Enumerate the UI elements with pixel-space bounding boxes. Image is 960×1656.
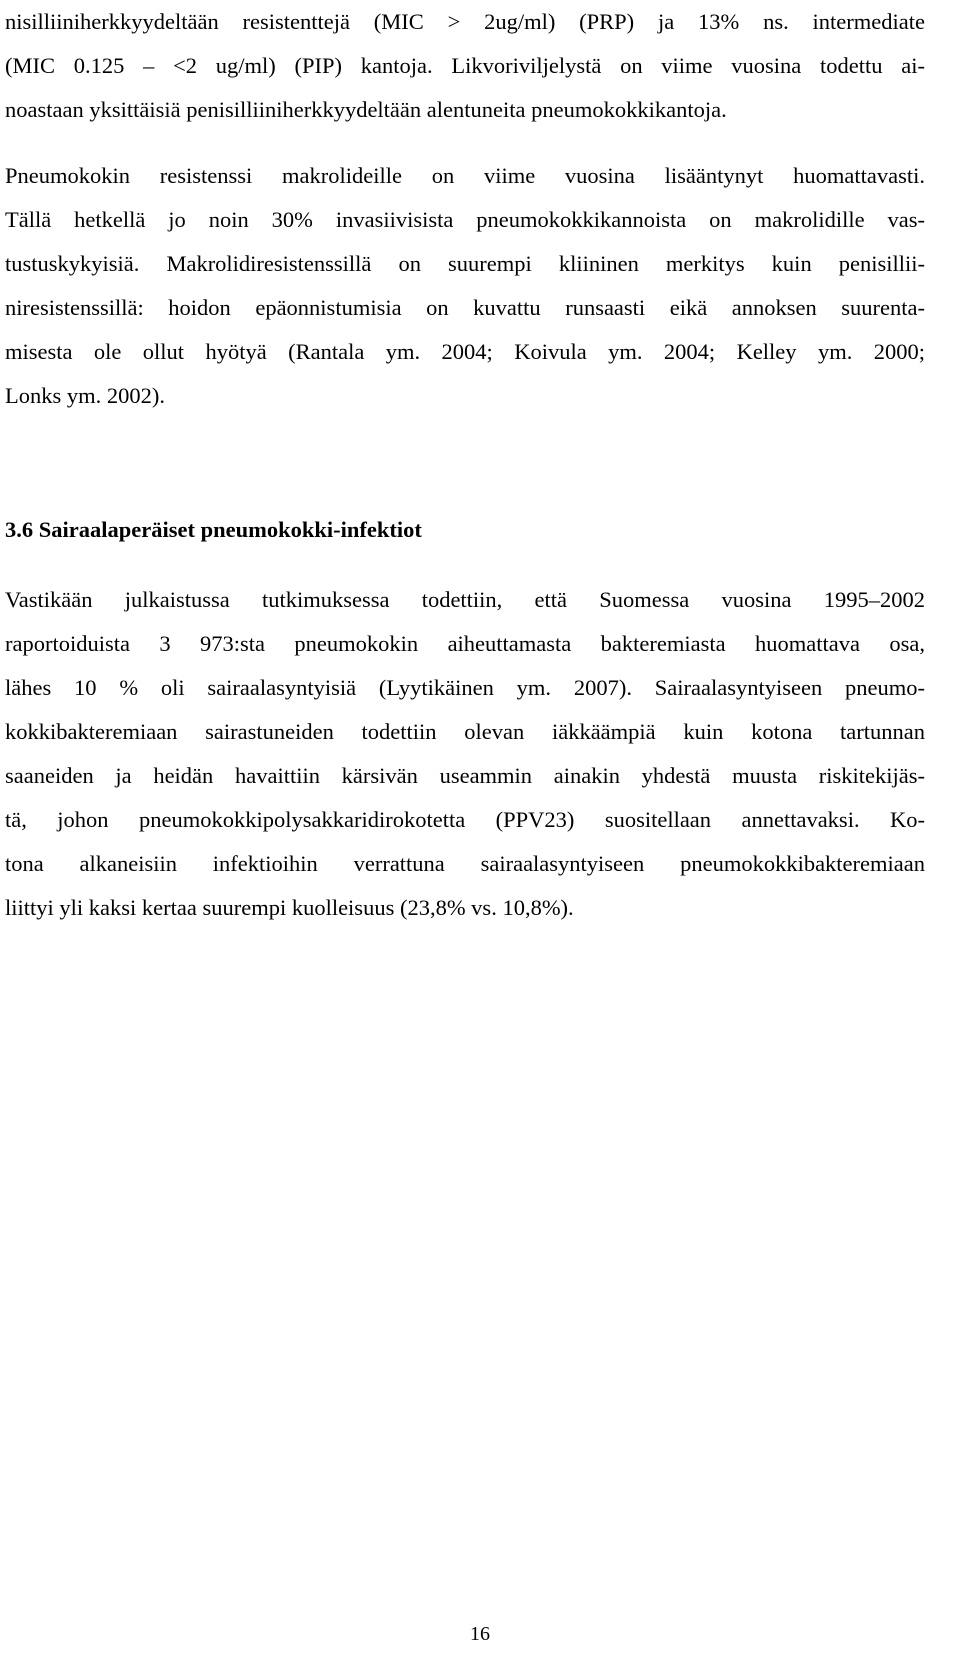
paragraph-text (5, 0, 925, 132)
text-line: lähes 10 % oli sairaalasyntyisiä (Lyytikäinen ym. 2007). Sairaalasyntyiseen pneumo- (5, 675, 925, 700)
text-line: (MIC 0.125 – <2 ug/ml) (PIP) kantoja. Likvoriviljelystä on viime vuosina todettu ai- (5, 53, 925, 78)
text-line: liittyi yli kaksi kertaa suurempi kuolleisuus (23,8% vs. 10,8%). (5, 895, 574, 920)
text-line: Tällä hetkellä jo noin 30% invasiivisista pneumokokkikannoista on makrolidille vas- (5, 207, 925, 232)
paragraph-text (5, 578, 925, 930)
text-line: niresistenssillä: hoidon epäonnistumisia on kuvattu runsaasti eikä annoksen suurenta- (5, 295, 925, 320)
text-line: kokkibakteremiaan sairastuneiden todettiin olevan iäkkäämpiä kuin kotona tartunnan (5, 719, 925, 744)
paragraph-3 (5, 578, 925, 930)
text-line: nisilliiniherkkyydeltään resistenttejä (MIC > 2ug/ml) (PRP) ja 13% ns. intermediate (5, 9, 925, 34)
text-line: misesta ole ollut hyötyä (Rantala ym. 2004; Koivula ym. 2004; Kelley ym. 2000; (5, 339, 925, 364)
text-line: raportoiduista 3 973:sta pneumokokin aiheuttamasta bakteremiasta huomattava osa, (5, 631, 925, 656)
text-line: Pneumokokin resistenssi makrolideille on viime vuosina lisääntynyt huomattavasti. (5, 163, 925, 188)
text-line: saaneiden ja heidän havaittiin kärsivän useammin ainakin yhdestä muusta riskitekijäs- (5, 763, 925, 788)
paragraph-2 (5, 154, 925, 418)
paragraph-1 (5, 0, 925, 132)
text-line: tä, johon pneumokokkipolysakkaridirokotetta (PPV23) suositellaan annettavaksi. Ko- (5, 807, 925, 832)
text-line: tona alkaneisiin infektioihin verrattuna sairaalasyntyiseen pneumokokkibakteremiaan (5, 851, 925, 876)
text-line: Lonks ym. 2002). (5, 383, 165, 408)
page-number: 16 (470, 1623, 490, 1645)
section-heading: 3.6 Sairaalaperäiset pneumokokki-infektiot (5, 517, 422, 542)
text-line: noastaan yksittäisiä penisilliiniherkkyydeltään alentuneita pneumokokkikantoja. (5, 97, 727, 122)
text-line: Vastikään julkaistussa tutkimuksessa todettiin, että Suomessa vuosina 1995–2002 (5, 587, 925, 612)
text-line: tustuskykyisiä. Makrolidiresistenssillä on suurempi kliininen merkitys kuin penisillii- (5, 251, 925, 276)
paragraph-text (5, 154, 925, 418)
